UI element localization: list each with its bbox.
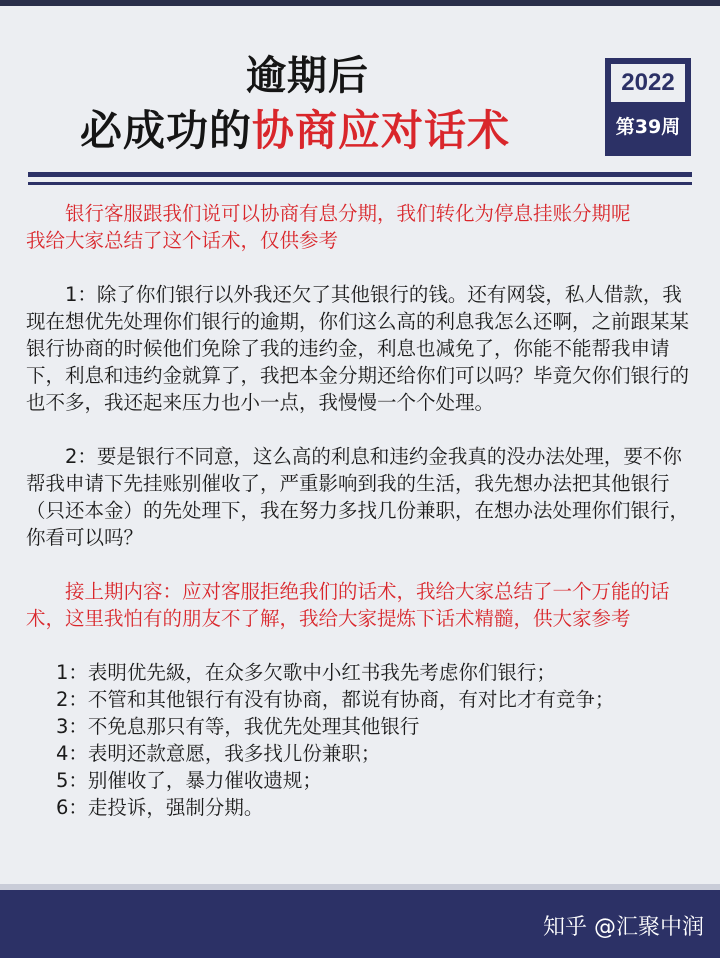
- article-body: [26, 200, 698, 821]
- page-title-red-part: 协商应对话术: [252, 106, 511, 155]
- intro-line-2: 我给大家总结了这个话术，仅供参考: [26, 229, 339, 252]
- tip-item: 6：走投诉，强制分期。: [56, 796, 264, 819]
- script-paragraph-2: 2：要是银行不同意，这么高的利息和违约金我真的没办法处理，要不你帮我申请下先挂账别催收了，严重影响到我的生活，我先想办法把其他银行（只还本金）的先处理下，我在努力多找几份兼职，在想办法处理你们银行，你看可以吗？: [26, 445, 690, 549]
- tip-item: 1：表明优先級，在众多欠歌中小红书我先考虑你们银行；: [56, 661, 556, 684]
- tip-item: 2：不管和其他银行有没有协商，都说有协商，有对比才有竞争；: [56, 688, 615, 711]
- top-decorative-strip: [0, 0, 720, 6]
- page-title-black-part: 必成功的: [80, 106, 253, 155]
- date-badge-year: 2022: [611, 64, 685, 102]
- page-title-line2: [80, 98, 510, 158]
- intro-line-1: 银行客服跟我们说可以协商有息分期，我们转化为停息挂账分期呢: [65, 202, 631, 225]
- tip-item: 3：不免息那只有等，我优先处理其他银行: [56, 715, 420, 738]
- followup-paragraph: 接上期内容：应对客服拒绝我们的话术，我给大家总结了一个万能的话术，这里我怕有的朋友不了解，我给大家提炼下话术精髓，供大家参考: [26, 580, 670, 630]
- tip-item: 4：表明还款意愿，我多找儿份兼职；: [56, 742, 381, 765]
- date-badge-week: 第39周: [615, 116, 681, 138]
- date-badge: [605, 58, 691, 156]
- header-divider-thick: [28, 172, 692, 177]
- tip-item: 5：别催收了，暴力催收遗规；: [56, 769, 322, 792]
- page-title-line1: 逾期后: [246, 53, 369, 99]
- source-watermark: 知乎 @汇聚中润: [543, 915, 704, 940]
- script-paragraph-1: 1：除了你们银行以外我还欠了其他银行的钱。还有网袋，私人借款，我现在想优先处理你们银行的逾期，你们这么高的利息我怎么还啊，之前跟某某银行协商的时候他们免除了我的违约金，利息也减免了，你能不能帮我申请下，利息和违约金就算了，我把本金分期还给你们可以吗？毕竟欠你们银行的也不多，我还起来压力也小一点，我慢慢一个个处理。: [26, 283, 690, 414]
- header-divider-thin: [28, 182, 692, 185]
